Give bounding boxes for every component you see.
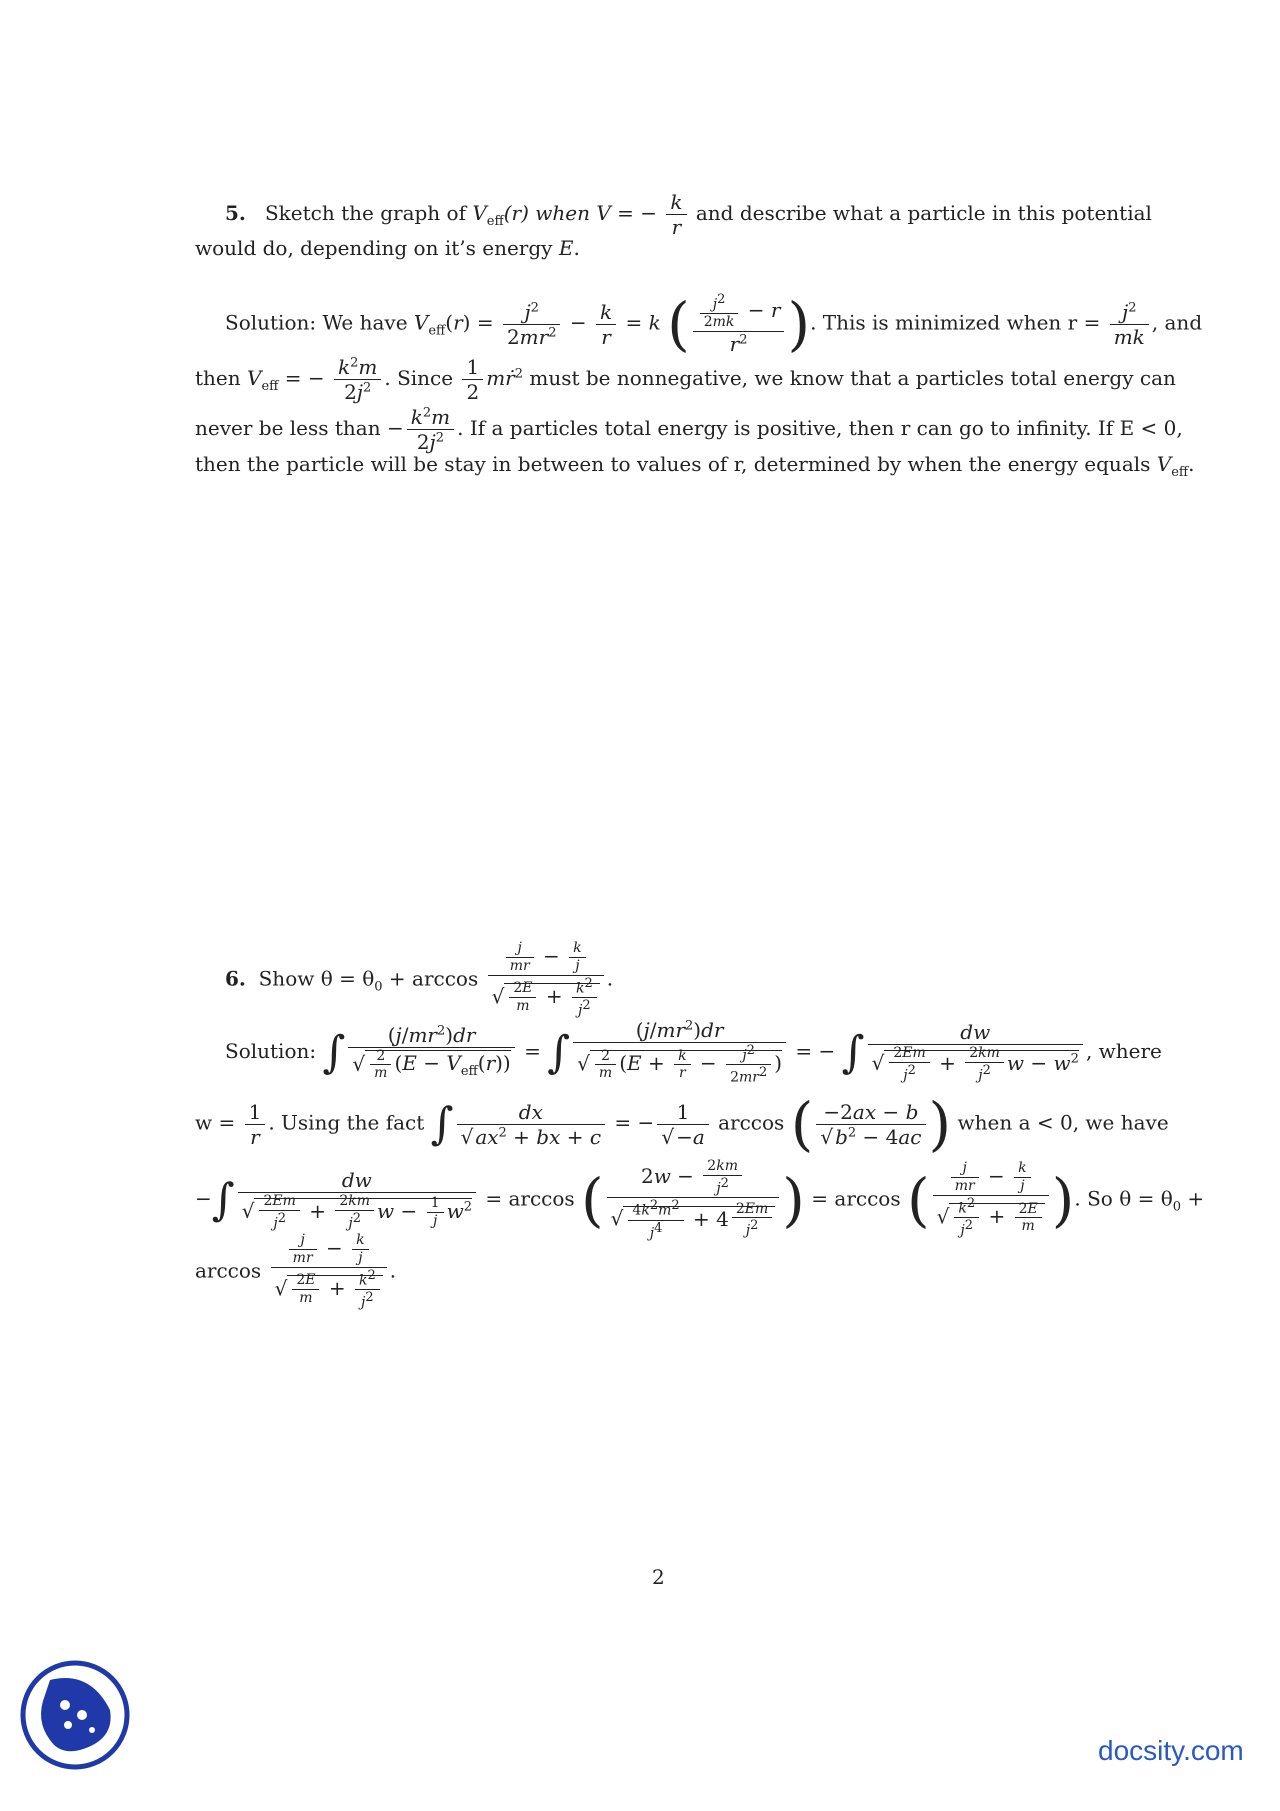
problem5-solution-line4: then the particle will be stay in between to values of r, determined by when the energy equals $V_{eff}$. (195, 452, 1195, 480)
problem6-solution-line2: w = $\frac{1}{r}$ . Using the fact ∫ $\frac{dx}{√ ax^2 + bx + c}$ = − $\frac{1}{√ -a}$ arccos ( $\frac{-2ax - b}{√ b^2 - 4ac}$ ) when a < 0, we have (195, 1090, 1169, 1158)
problem5-question-line1: 5. Sketch the graph of $V_{eff}(r)$ when V = − $\frac{k}{r}$ and describe what a particle in this potential (225, 190, 1152, 239)
problem5-solution-line2: then $V_{eff}$ = − $\frac{k^2m}{2j^2}$ . Since $\frac{1}{2}$ mṙ$^2$ must be nonnegative, we know that a particles total energy can (195, 355, 1176, 404)
problem5-question-rest: and describe what a particle in this potential (695, 201, 1152, 225)
brand-link[interactable]: docsity.com (1098, 1735, 1244, 1766)
problem6-solution-line1: Solution: ∫ $(j/mr^2)dr$ √ $\frac{2}{m}$ $(E - V_{eff}(r))$ = ∫ $(j/mr^2)dr$ √ $\frac{2}{m}$ (E + $\frac{k}{r}$ − $\frac{j^2}{2mr^2}$ ) = − ∫ dw √ $\frac{2Em}{j^2}$ + $\frac{2km}{j^2}$ $w - w^2$ , where (225, 1018, 1162, 1087)
page-number: 2 (652, 1565, 665, 1589)
problem5-number: 5. (225, 201, 246, 225)
problem6-solution-line3: −∫ dw √ $\frac{2Em}{j^2}$ + $\frac{2km}{j^2}$ w − $\frac{1}{j}$ $w^2$ = arccos ( 2w − $\frac{2km}{j^2}$ √ $\frac{4k^2m^2}{j^4}$ + 4 $\frac{2Em}{j^2}$ ) = arccos ( $\frac{j}{mr}$ − $\frac{k}{j}$ √ $\frac{k^2}{j^2}$ + $\frac{2E}{m}$ ). So $\theta = \theta_0$ + (195, 1158, 1205, 1242)
problem6-solution-line4: arccos $\frac{j}{mr}$ − $\frac{k}{j}$ √ $\frac{2E}{m}$ + $\frac{k^2}{j^2}$ . (195, 1232, 397, 1311)
problem6-number: 6. (225, 966, 246, 991)
problem5-solution-line1: Solution: We have $V_{eff}(r)$ = $\frac{j^2}{2mr^2}$ − $\frac{k}{r}$ = k ( $\frac{j^2}{2mk}$ − r $r^2$ ). This is minimized when r = $\frac{j^2}{mk}$ , and (225, 290, 1203, 358)
problem5-solution-line3: never be less than − $\frac{k^2m}{2j^2}$ . If a particles total energy is positive, then r can go to infinity. If E < 0, (195, 405, 1183, 454)
problem6-question: 6. Show $\theta = \theta_0 + \arccos$ $\frac{j}{mr}$ − $\frac{k}{j}$ √ $\frac{2E}{m}$ + $\frac{k^2}{j^2}$ . (225, 940, 614, 1019)
problem5-question-line2: would do, depending on it’s energy E. (195, 236, 580, 260)
docsity-logo (20, 1660, 130, 1770)
